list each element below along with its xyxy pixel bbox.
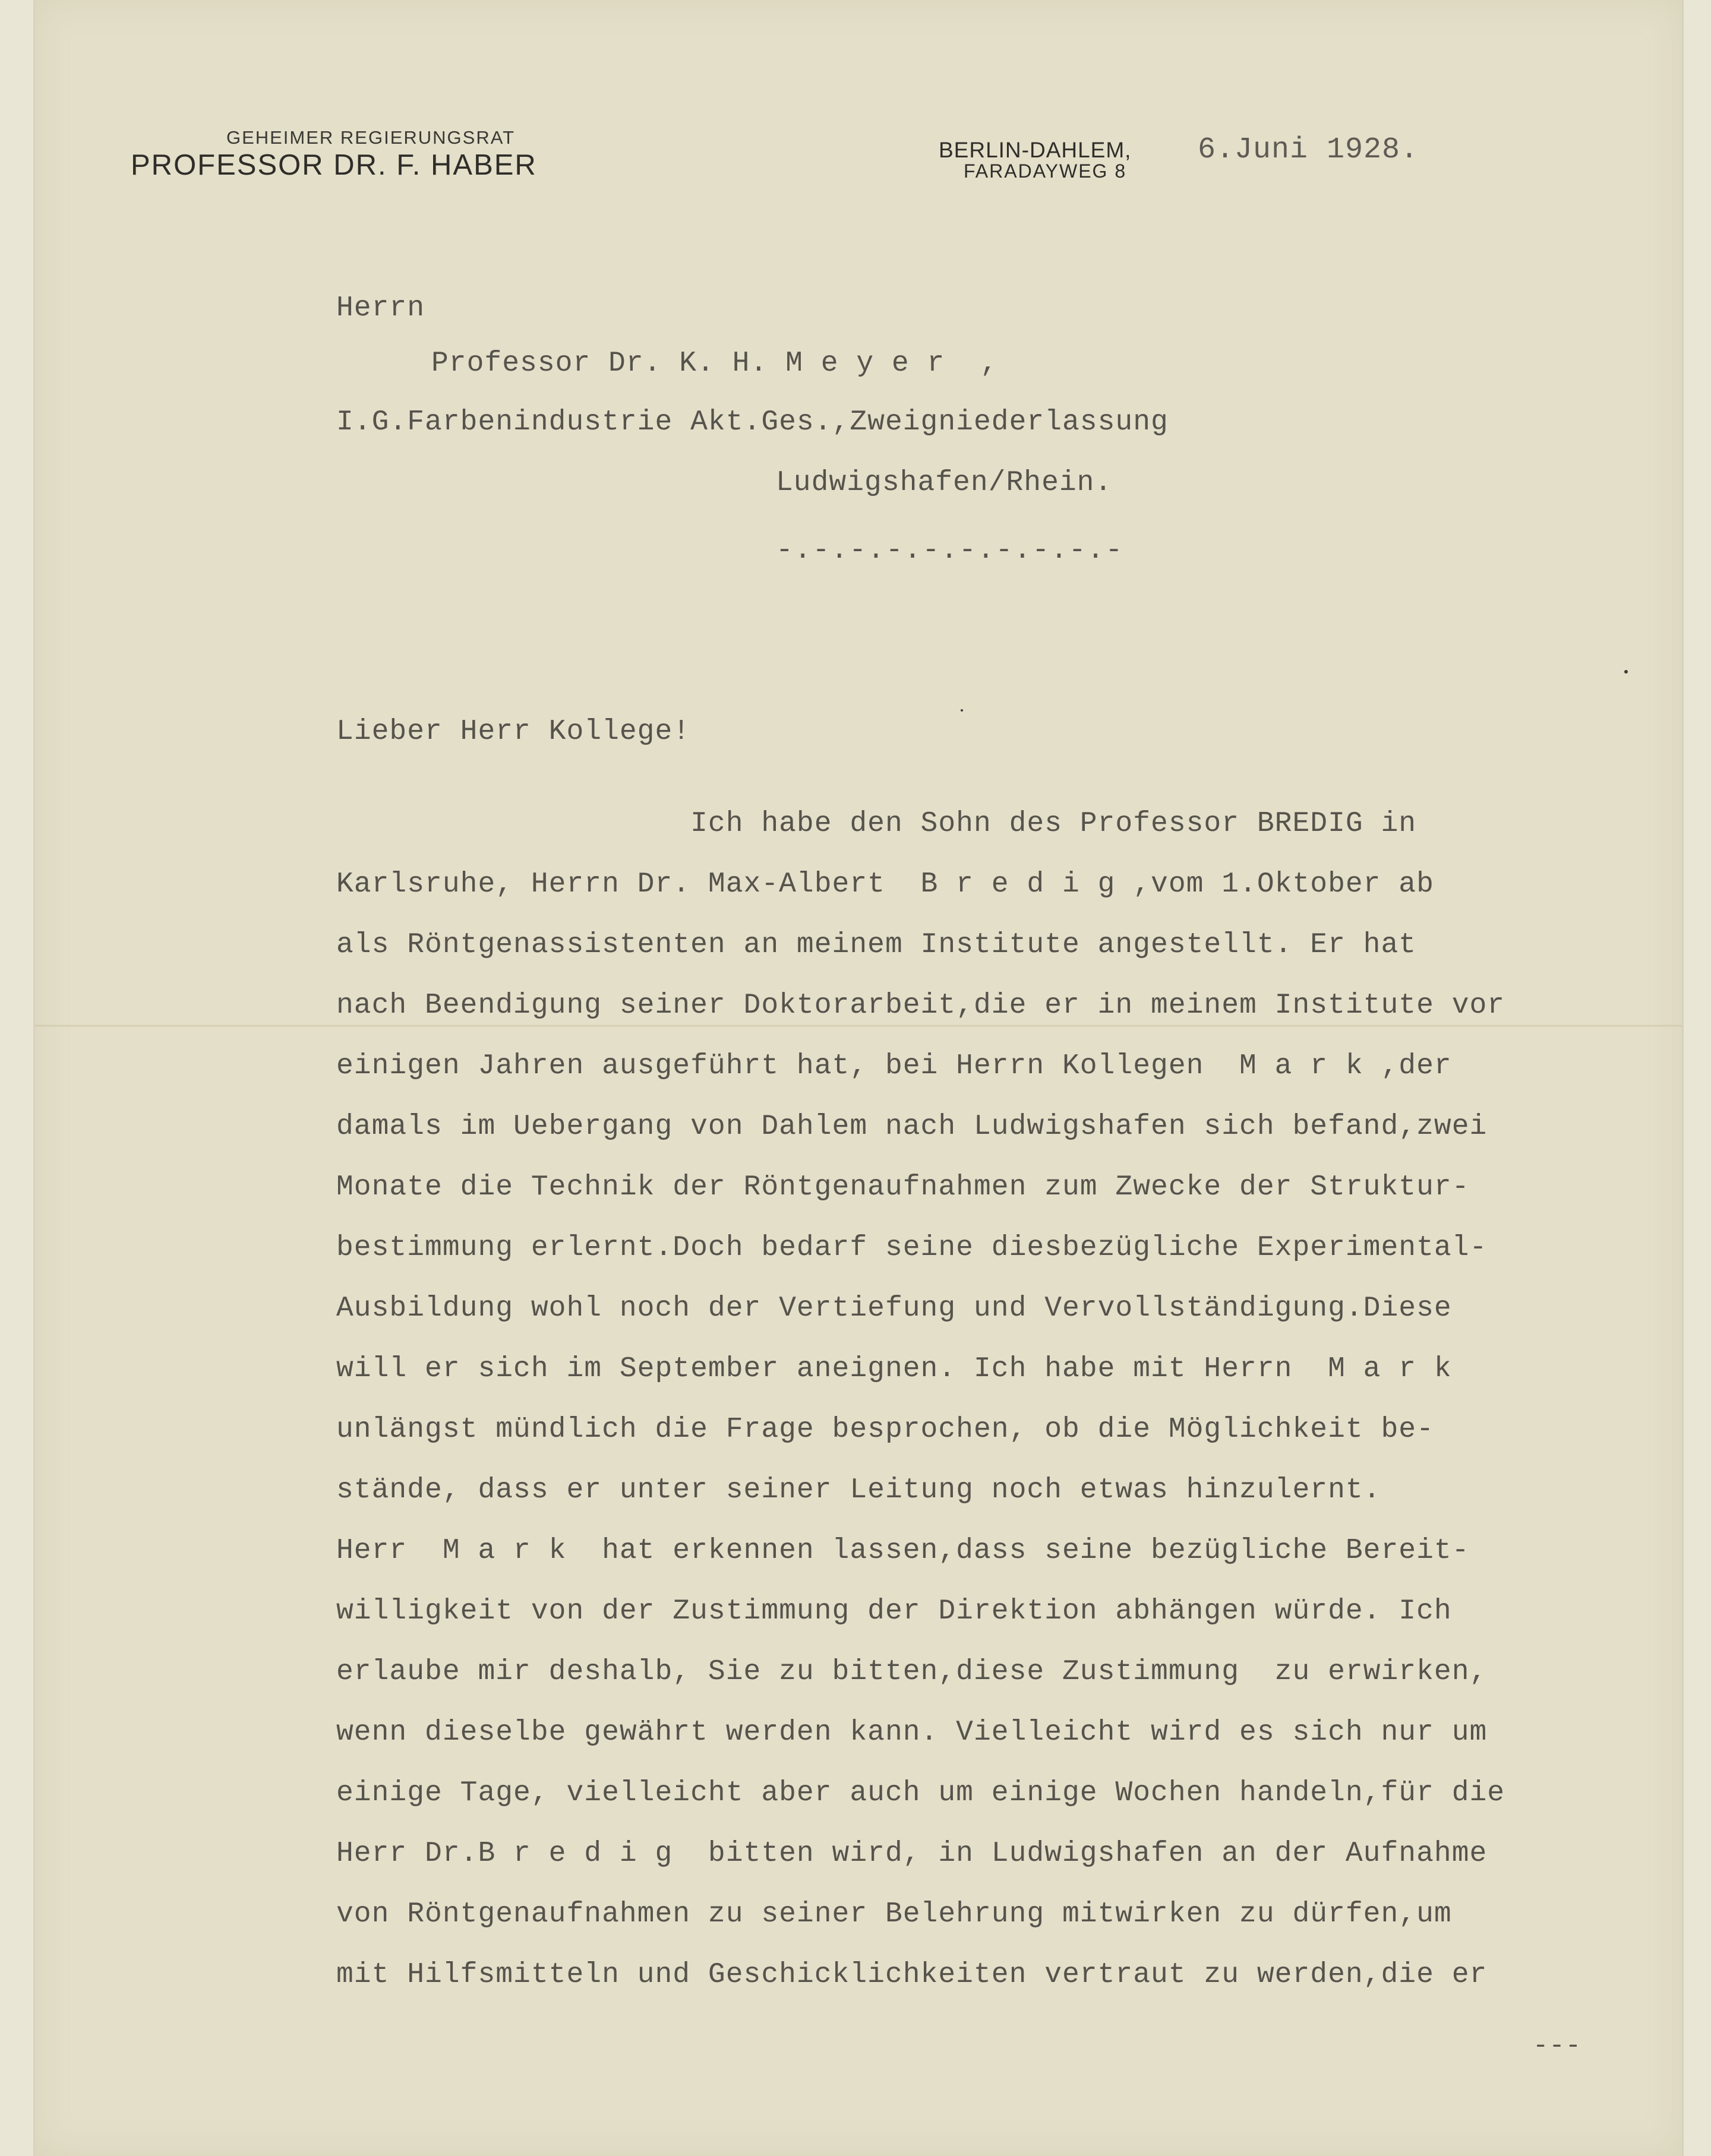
body-line: mit Hilfsmitteln und Geschicklichkeiten vertraut zu werden,die er bbox=[336, 1959, 1488, 1991]
recipient-line-3: I.G.Farbenindustrie Akt.Ges.,Zweigniederlassung bbox=[336, 406, 1169, 438]
letter-date: 6.Juni 1928. bbox=[1198, 133, 1419, 167]
paper-fold bbox=[35, 1025, 1682, 1027]
recipient-line-4: Ludwigshafen/Rhein. bbox=[776, 467, 1113, 499]
letterhead-city: BERLIN-DAHLEM, bbox=[939, 138, 1132, 162]
letterhead-street: FARADAYWEG 8 bbox=[964, 160, 1127, 182]
body-line: von Röntgenaufnahmen zu seiner Belehrung mitwirken zu dürfen,um bbox=[336, 1898, 1452, 1930]
body-line: wenn dieselbe gewährt werden kann. Vielleicht wird es sich nur um bbox=[336, 1716, 1488, 1749]
body-line: einigen Jahren ausgeführt hat, bei Herrn Kollegen M a r k ,der bbox=[336, 1050, 1452, 1082]
paper-speck bbox=[961, 709, 963, 712]
body-line: Ich habe den Sohn des Professor BREDIG in bbox=[336, 808, 1417, 840]
recipient-line-2: Professor Dr. K. H. M e y e r , bbox=[431, 347, 998, 380]
body-line: nach Beendigung seiner Doktorarbeit,die er in meinem Institute vor bbox=[336, 990, 1505, 1022]
address-divider: -.-.-.-.-.-.-.-.-.- bbox=[776, 535, 1124, 567]
body-line: Monate die Technik der Röntgenaufnahmen zum Zwecke der Struktur- bbox=[336, 1171, 1470, 1203]
body-line: willigkeit von der Zustimmung der Direktion abhängen würde. Ich bbox=[336, 1595, 1452, 1627]
body-line: Ausbildung wohl noch der Vertiefung und Vervollständigung.Diese bbox=[336, 1292, 1452, 1324]
body-line: als Röntgenassistenten an meinem Institute angestellt. Er hat bbox=[336, 929, 1417, 961]
body-line: Herr Dr.B r e d i g bitten wird, in Ludwigshafen an der Aufnahme bbox=[336, 1838, 1488, 1870]
recipient-line-1: Herrn bbox=[336, 292, 425, 324]
body-line: bestimmung erlernt.Doch bedarf seine diesbezügliche Experimental- bbox=[336, 1232, 1488, 1264]
body-line: einige Tage, vielleicht aber auch um einige Wochen handeln,für die bbox=[336, 1777, 1505, 1809]
body-line: will er sich im September aneignen. Ich habe mit Herrn M a r k bbox=[336, 1353, 1452, 1385]
salutation: Lieber Herr Kollege! bbox=[336, 716, 691, 748]
continuation-mark: --- bbox=[1533, 2031, 1582, 2061]
body-line: damals im Uebergang von Dahlem nach Ludwigshafen sich befand,zwei bbox=[336, 1111, 1488, 1143]
body-line: Karlsruhe, Herrn Dr. Max-Albert B r e d i g ,vom 1.Oktober ab bbox=[336, 868, 1434, 900]
letterhead-name: PROFESSOR DR. F. HABER bbox=[131, 149, 537, 181]
body-line: erlaube mir deshalb, Sie zu bitten,diese Zustimmung zu erwirken, bbox=[336, 1656, 1488, 1688]
paper-speck bbox=[1624, 670, 1628, 674]
letterhead-title: GEHEIMER REGIERUNGSRAT bbox=[226, 127, 516, 148]
body-line: stände, dass er unter seiner Leitung noch etwas hinzulernt. bbox=[336, 1474, 1381, 1506]
body-line: Herr M a r k hat erkennen lassen,dass seine bezügliche Bereit- bbox=[336, 1535, 1470, 1567]
body-line: unlängst mündlich die Frage besprochen, ob die Möglichkeit be- bbox=[336, 1414, 1434, 1446]
